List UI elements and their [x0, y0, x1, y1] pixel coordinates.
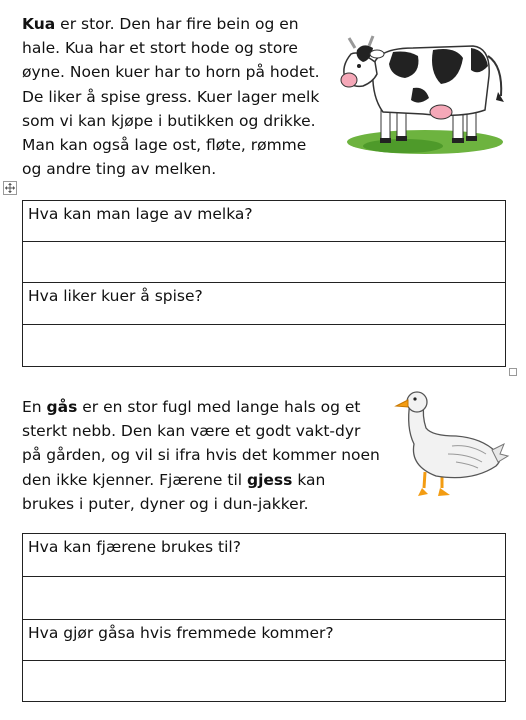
question-cell: Hva gjør gåsa hvis fremmede kommer?: [23, 620, 506, 661]
cow-line: og andre ting av melken.: [22, 160, 217, 179]
cow-questions-table: [22, 200, 506, 367]
table-row: [23, 661, 506, 702]
goose-questions-table: [22, 533, 506, 702]
cow-illustration: [333, 26, 513, 158]
answer-cell[interactable]: [23, 661, 506, 702]
table-row: [23, 242, 506, 283]
cow-line: De liker å spise gress. Kuer lager melk: [22, 87, 320, 106]
answer-cell[interactable]: [23, 577, 506, 620]
table-resize-handle[interactable]: [509, 368, 517, 376]
goose-line: sterkt nebb. Den kan være et godt vakt-dyr: [22, 422, 361, 441]
goose-line: på gården, og vil si ifra hvis det kommer noen: [22, 446, 380, 465]
question-cell: Hva kan man lage av melka?: [23, 201, 506, 242]
question-cell: Hva kan fjærene brukes til?: [23, 534, 506, 577]
goose-line: En gås er en stor fugl med lange hals og et: [22, 398, 361, 416]
answer-cell[interactable]: [23, 242, 506, 283]
cow-line: Kua er stor. Den har fire bein og en: [22, 15, 299, 33]
goose-illustration: [392, 388, 510, 500]
table-row: [23, 577, 506, 620]
table-row: [23, 325, 506, 367]
table-row: [23, 620, 506, 661]
cow-line: hale. Kua har et stort hode og store: [22, 39, 298, 58]
cow-line: øyne. Noen kuer har to horn på hodet.: [22, 63, 320, 82]
cow-paragraph: [22, 12, 320, 181]
table-row: [23, 283, 506, 325]
table-row: [23, 534, 506, 577]
cow-line: som vi kan kjøpe i butikken og drikke.: [22, 111, 316, 130]
goose-paragraph: [22, 395, 380, 516]
answer-cell[interactable]: [23, 325, 506, 367]
table-move-handle-icon[interactable]: [3, 181, 17, 195]
question-cell: Hva liker kuer å spise?: [23, 283, 506, 325]
cow-line: Man kan også lage ost, fløte, rømme: [22, 136, 307, 155]
goose-line: brukes i puter, dyner og i dun-jakker.: [22, 494, 309, 513]
goose-line: den ikke kjenner. Fjærene til gjess kan: [22, 470, 326, 489]
table-row: [23, 201, 506, 242]
